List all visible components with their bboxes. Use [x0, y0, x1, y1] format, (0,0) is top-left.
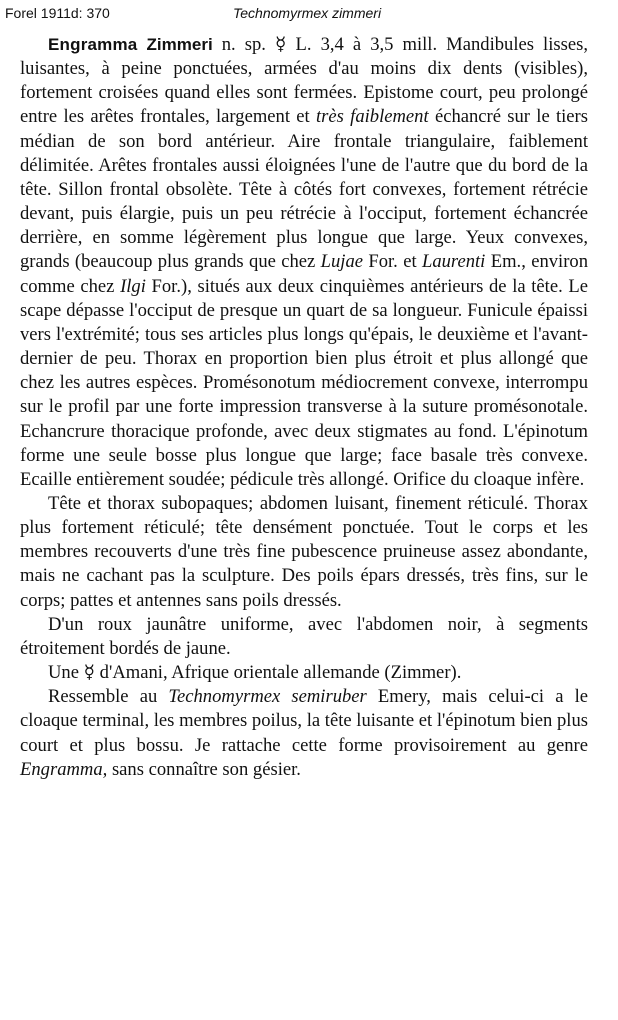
- color-paragraph: D'un roux jaunâtre uniforme, avec l'abdomen noir, à segments étroitement bordés de jaune.: [20, 613, 588, 659]
- page-header: [5, 5, 605, 27]
- description-paragraph: [20, 33, 588, 492]
- citation-reference: Forel 1911d: 370: [5, 5, 110, 21]
- species-reference: Laurenti: [421, 251, 486, 273]
- text-run: For. et: [363, 251, 422, 273]
- species-name: Zimmeri: [146, 35, 213, 54]
- text-run: n. sp. ☿ L. 3,4 à 3,5 mill. Mandibules lisses, luisantes, à peine ponctuées, armées d'au moins dix dents (visibles), fortement croisées quand elles sont fermées. Epistome court, peu prolongé entre les arêtes frontales, largement et: [20, 34, 588, 128]
- locality-paragraph: Une ☿ d'Amani, Afrique orientale allemande (Zimmer).: [48, 662, 462, 684]
- page-body: [20, 33, 588, 782]
- genus-name: Engramma: [48, 35, 138, 54]
- comparison-paragraph: [20, 685, 588, 782]
- species-reference: Lujae: [320, 251, 364, 273]
- italic-phrase: très faiblement: [315, 106, 429, 128]
- text-run: sans connaître son gésier.: [107, 758, 301, 780]
- text-run: For.), situés aux deux cinquièmes antérieurs de la tête. Le scape dépasse l'occiput de presque un quart de sa longueur. Funicule épaissi vers l'extrémité; tous ses articles plus longs qu'épais, le deuxième et l'avant-dernier de peu. Thorax en proportion bien plus étroit et plus allongé que chez les autres espèces. Promésonotum médiocrement convexe, interrompu sur le profil par une forte impression transverse à la suture promésonotale. Echancrure thoracique profonde, avec deux stigmates au fond. L'épinotum forme une seule bosse plus longue que large; face basale très convexe. Ecaille entièrement soudée; pédicule très allongé. Orifice du cloaque infère.: [20, 275, 588, 490]
- species-reference: Ilgi: [120, 275, 146, 297]
- taxon-title: Technomyrmex zimmeri: [233, 5, 382, 21]
- text-run: échancré sur le tiers médian de son bord antérieur. Aire frontale triangulaire, faiblement délimitée. Arêtes frontales aussi éloignées l'une de l'autre que du bord de la tête. Sillon frontal obsolète. Tête à côtés fort convexes, fortement rétrécie devant, puis élargie, puis un peu rétrécie à l'occiput, fortement échancrée derrière, en somme légèrement plus longue que large. Yeux convexes, grands (beaucoup plus grands que chez: [20, 106, 588, 273]
- species-reference: Technomyrmex semiruber: [168, 686, 367, 708]
- sculpture-paragraph: Tête et thorax subopaques; abdomen luisant, finement réticulé. Thorax plus fortement réticulé; tête densément ponctuée. Tout le corps et les membres recouverts d'une très fine pubescence pruineuse assez abondante, mais ne cachant pas la sculpture. Des poils épars dressés, très fins, sur le corps; pattes et antennes sans poils dressés.: [20, 492, 588, 611]
- text-run: Emery, mais celui-ci a le cloaque terminal, les membres poilus, la tête luisante et l'épinotum bien plus court et plus bossu. Je rattache cette forme provisoirement au genre: [20, 686, 588, 756]
- text-run: Ressemble au: [48, 686, 169, 708]
- genus-reference: Engramma,: [20, 758, 108, 780]
- text-run: Em., environ comme chez: [20, 251, 588, 297]
